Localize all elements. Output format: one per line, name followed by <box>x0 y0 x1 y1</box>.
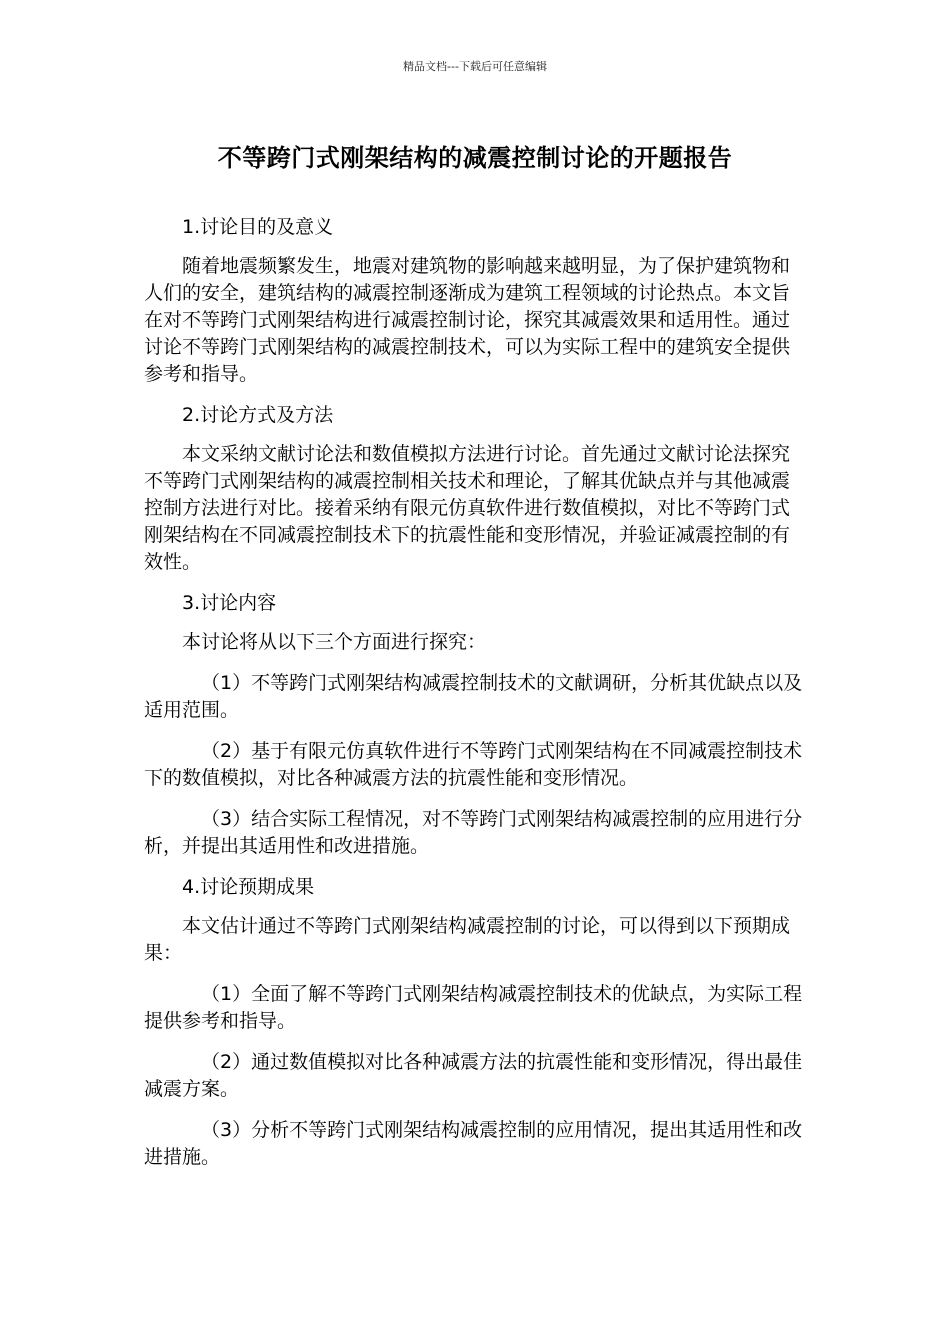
list-item: （2）通过数值模拟对比各种减震方法的抗震性能和变形情况，得出最佳减震方案。 <box>144 1051 803 1100</box>
list-item: （1）不等跨门式刚架结构减震控制技术的文献调研，分析其优缺点以及适用范围。 <box>144 672 803 721</box>
document-body <box>144 214 806 1185</box>
section-heading: 4.讨论预期成果 <box>182 876 315 898</box>
section-paragraph: 随着地震频繁发生，地震对建筑物的影响越来越明显，为了保护建筑物和人们的安全，建筑结构的减震控制逐渐成为建筑工程领域的讨论热点。本文旨在对不等跨门式刚架结构进行减震控制讨论，探究其减震效果和适用性。通过讨论不等跨门式刚架结构的减震控制技术，可以为实际工程中的建筑安全提供参考和指导。 <box>144 255 791 385</box>
section-heading: 1.讨论目的及意义 <box>182 216 334 238</box>
document-title: 不等跨门式刚架结构的减震控制讨论的开题报告 <box>217 144 733 172</box>
list-item: （1）全面了解不等跨门式刚架结构减震控制技术的优缺点，为实际工程提供参考和指导。 <box>144 983 803 1032</box>
list-item: （2）基于有限元仿真软件进行不等跨门式刚架结构在不同减震控制技术下的数值模拟，对比各种减震方法的抗震性能和变形情况。 <box>144 740 803 789</box>
list-item: （3）分析不等跨门式刚架结构减震控制的应用情况，提出其适用性和改进措施。 <box>144 1119 803 1168</box>
section-heading: 2.讨论方式及方法 <box>182 404 334 426</box>
section-paragraph: 本讨论将从以下三个方面进行探究： <box>182 631 487 653</box>
section-heading: 3.讨论内容 <box>182 592 277 614</box>
section-paragraph: 本文估计通过不等跨门式刚架结构减震控制的讨论，可以得到以下预期成果： <box>144 915 791 964</box>
section-paragraph: 本文采纳文献讨论法和数值模拟方法进行讨论。首先通过文献讨论法探究不等跨门式刚架结构的减震控制相关技术和理论，了解其优缺点并与其他减震控制方法进行对比。接着采纳有限元仿真软件进行数值模拟，对比不等跨门式刚架结构在不同减震控制技术下的抗震性能和变形情况，并验证减震控制的有效性。 <box>144 443 791 573</box>
list-item: （3）结合实际工程情况，对不等跨门式刚架结构减震控制的应用进行分析，并提出其适用性和改进措施。 <box>144 808 803 857</box>
page-header: 精品文档---下载后可任意编辑 <box>403 60 547 73</box>
